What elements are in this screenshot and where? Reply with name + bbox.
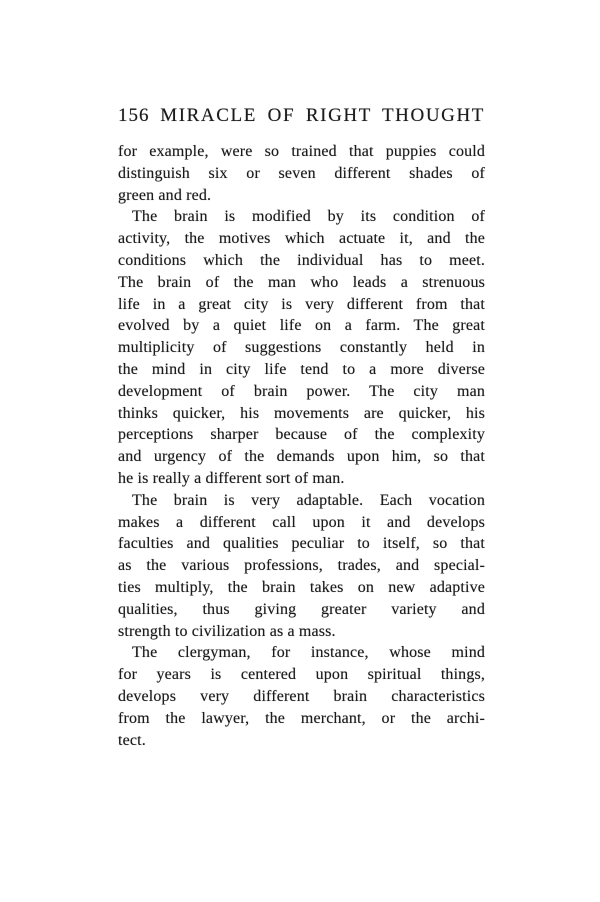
text-line: he is really a different sort of man. (118, 469, 345, 487)
book-page (118, 104, 485, 751)
text-line: from the lawyer, the merchant, or the archi- (118, 709, 485, 727)
text-line: makes a different call upon it and develops (118, 513, 485, 531)
text-line: develops very different brain characteristics (118, 687, 485, 705)
text-line: tect. (118, 731, 146, 749)
running-header (118, 104, 485, 128)
text-line: multiplicity of suggestions constantly held in (118, 339, 485, 357)
body-text (118, 141, 485, 751)
running-title: MIRACLE OF RIGHT THOUGHT (160, 105, 485, 126)
text-line: for example, were so trained that puppies could (118, 143, 485, 160)
text-line: life in a great city is very different from that (118, 295, 485, 313)
text-line: The brain is modified by its condition of (132, 208, 485, 226)
text-line: faculties and qualities peculiar to itself, so that (118, 535, 485, 553)
text-line: qualities, thus giving greater variety and (118, 600, 485, 618)
text-line: the mind in city life tend to a more diverse (118, 360, 485, 378)
text-line: for years is centered upon spiritual things, (118, 666, 485, 684)
text-line: The brain of the man who leads a strenuous (118, 273, 485, 291)
text-line: activity, the motives which actuate it, and the (118, 230, 485, 248)
text-line: thinks quicker, his movements are quicker, his (118, 404, 485, 422)
text-line: evolved by a quiet life on a farm. The great (118, 317, 485, 335)
text-line: perceptions sharper because of the complexity (118, 426, 485, 444)
text-line: The clergyman, for instance, whose mind (132, 644, 485, 662)
text-line: green and red. (118, 186, 212, 204)
text-line: ties multiply, the brain takes on new adaptive (118, 578, 485, 596)
page-number: 156 (118, 105, 150, 126)
text-line: development of brain power. The city man (118, 382, 485, 400)
text-line: distinguish six or seven different shades of (118, 164, 485, 182)
text-line: and urgency of the demands upon him, so that (118, 448, 485, 466)
text-line: conditions which the individual has to meet. (118, 251, 485, 269)
text-line: strength to civilization as a mass. (118, 622, 336, 640)
text-line: as the various professions, trades, and special- (118, 557, 485, 575)
text-line: The brain is very adaptable. Each vocation (132, 491, 485, 509)
